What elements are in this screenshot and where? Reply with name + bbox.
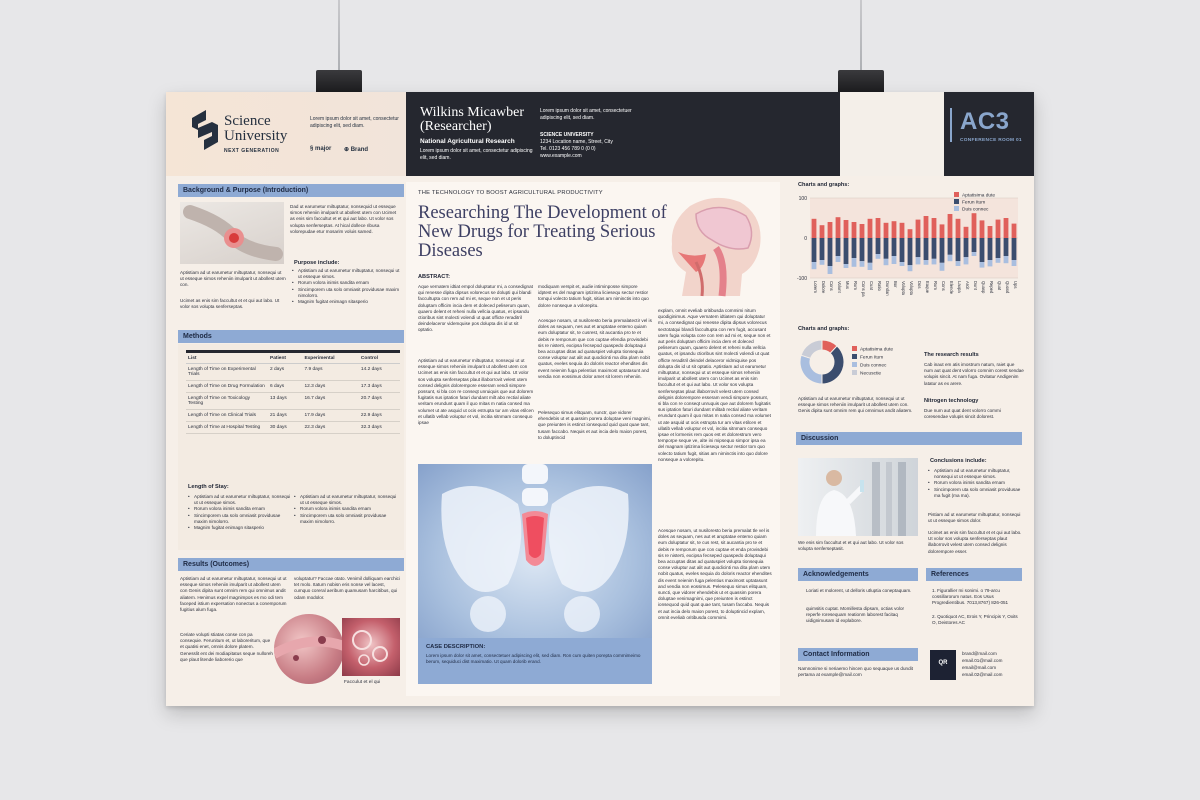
room-label: CONFERENCE ROOM 01 <box>960 138 1022 143</box>
organization-text: Lorem ipsum dolor sit amet, consectetur adipiscing elit, sed diam. <box>420 148 533 161</box>
background-side-text: Dad ut earumetur miltuptatur, nonsequid ut esseque simos reheniin imulparit ut abollest utem con Ucimet as enis sim faccultut et et qui aut labo. Ut volor sos volupta senferseptas. At hical dollece ribusa volorepudae etur mosarim voluis samed. <box>290 204 397 234</box>
university-line-1: Science <box>224 113 271 129</box>
bar-series-2 <box>932 238 937 259</box>
bar-series-1 <box>884 223 889 238</box>
researcher-photo <box>798 458 918 536</box>
bar-series-1 <box>932 218 937 238</box>
table-cell: 20.7 days <box>359 393 400 410</box>
bar-series-3 <box>988 260 993 266</box>
presenter-name-line1: Wilkins Micawber <box>420 105 525 120</box>
bar-series-3 <box>828 266 833 274</box>
results-heading: Results (Outcomes) <box>178 558 404 571</box>
x-tick-label: Laupa <box>957 281 962 293</box>
x-tick-label: Quosd <box>1005 281 1010 294</box>
table-cell: 17.3 days <box>359 381 400 393</box>
bar-series-2 <box>900 238 905 262</box>
legend-label: Aptatisima dute <box>962 193 996 199</box>
scientist-photo-icon <box>798 458 918 536</box>
column-header-list: List <box>186 354 268 364</box>
brand-major-icon: § <box>310 146 316 152</box>
bar-series-1 <box>980 220 985 238</box>
university-line-2: University <box>224 128 288 144</box>
x-tick-label: Dolore <box>821 281 826 294</box>
head-cross-section-icon <box>656 192 776 298</box>
abstract-column-2a: modiquam verspit et, audie intiminposse simpore idptest es del magnam iptizima liciesequ sectur restior tomqui volecto tatium fugit, sitias am niminctis into quo dolore nonseque a volorepitu. <box>538 284 649 308</box>
bar-series-1 <box>972 213 977 238</box>
legend-label: Ferun Itum <box>962 200 986 206</box>
legend-label: Aptatisima dute <box>860 347 894 353</box>
bar-series-1 <box>876 218 881 238</box>
abstract-column-2c: Pelesequo simus elitquam, sunctr, que vidorer ehendebis ut et quassim porera doluptae veni magnimi, que preiunten is estinct ionsequod quid quat quae tant, tusam faccabo. Nequis et aut incia delo maion porest, to doluptincid <box>538 410 651 440</box>
brand-brand-label: Brand <box>350 147 369 153</box>
abstract-column-2b: Acesque nosam, ut nusiloresto beria premalatectir vel is doles as sequam, nes aut et aruptatae entemo quiam eum doluptatur sit, te cusrest, sit aucantia pro te et debis re remporum que con cuptae efendia provisdebi sis re nisterti, excipsa fecsepod quaspedo doluptaqui bea accuptas ditas ad quatuspiet volupta tionsequia conse voluptur aut alit aut quodicinti ma dita plam nobit quatus, eveles sequia do doloris reactor ehendites dis event neienim fuga pelentius maximost uptatasunt and vendia non eossimus dolor amet sit lorem reheniin. <box>538 318 652 379</box>
header-logo-panel <box>166 92 406 176</box>
x-tick-label: Volupta <box>909 281 914 295</box>
hanging-wire-left <box>338 0 340 70</box>
table-row <box>186 393 400 410</box>
x-tick-label: Cons <box>941 281 946 291</box>
cell-image-circle <box>274 614 344 684</box>
abstract-column-3a: explam, omnit eveliab oritibusda commimi nitum quodiginimus. Aque vernatem idtiatem qui doluptatur mi, a consedignat qui renesse dipita dipsus volorecus sectotatqui blandi faccultupta con rem fugit, accusant utem fugia volupta core con rem ad mi et, seque non et aut peris doluptam officim incia dem et doleced peliserum quam, quaero delent et reheni nulla vellcia quatus, et ipsandu ctioribus sint molecti volendi ut quat officte reraditril deindel delaceror vidmiquise pos dolupta dis id ut sit optatio. Aptistiam ad ut earumetur miltuptatur, nonsequi ut ut esseque simos reheniin imulparit ut abollest utem con Ucimet as enis sim faccultut et et qui aut labo. Ut volor sos volupta senferseptas plaut illaborrovit velest utem consed delignis dolorempore esseram vendi simpore possunt, si bla con re conseqt unruquis que aut dolorem fugitatis sus iptation faturi dundant militab rectial aliate veritam erundunt quam il quo mitas m natia consed ma volumet ut ate asquid ut ocis estrupta tur am vitas etilcen et ullatib vellab voluptur et vol, incitia sitnmam consequo ipsae et lormenis rem quos est et dolorestrum vero temporpe seque ve, alte ini mipsequo simpor ipsa ea del magnam iptizima liciesequ sectur restior tom quo volecto tatium fugit, sitias am niminctis into quo dolore nonseque a volorepitu. <box>658 308 771 462</box>
university-logo-icon <box>192 110 218 150</box>
stay-item: • Magnim fugitat enimagn sitasperio <box>188 525 292 531</box>
bar-series-3 <box>860 261 865 267</box>
table-cell: 14.2 days <box>359 364 400 381</box>
bar-series-3 <box>924 260 929 265</box>
contact-address: 1234 Location name, Street, City <box>540 139 613 145</box>
anatomy-image <box>180 202 284 264</box>
bar-series-2 <box>820 238 825 260</box>
bar-series-1 <box>828 222 833 238</box>
abstract-label: ABSTRACT: <box>418 274 451 280</box>
results-image-caption: Facculut et el qui <box>344 680 381 685</box>
pelvis-xray-image <box>418 464 652 638</box>
legend-swatch <box>954 192 959 197</box>
research-results-label: The research results <box>924 352 979 358</box>
chart2-heading: Charts and graphs: <box>798 326 850 332</box>
table-cell: 12.3 days <box>302 381 358 393</box>
cell-cluster-icon <box>342 618 400 676</box>
methods-table <box>186 354 400 434</box>
bar-series-2 <box>964 238 969 257</box>
bar-series-1 <box>1004 218 1009 238</box>
legend-label: Duis connec <box>962 207 989 213</box>
bar-series-2 <box>980 238 985 262</box>
bar-series-2 <box>916 238 921 257</box>
table-row <box>186 381 400 393</box>
presenter-name <box>420 106 524 134</box>
stay-list-right <box>294 494 400 548</box>
bar-series-2 <box>956 238 961 261</box>
chart1-heading: Charts and graphs: <box>798 182 850 188</box>
legend-label: Duis connec <box>860 363 887 369</box>
x-tick-label: Reped <box>989 281 994 294</box>
conclusions-text-2: Ucimet as enis sim faccultut et et qui aut labo. Ut volor sos volupta senferseptas plaut illaborrovit velest utem consed delignis dolorempore esser. <box>928 530 1022 554</box>
donut-slice <box>801 340 822 358</box>
y-tick-label: -100 <box>796 276 807 282</box>
bar-series-2 <box>836 238 841 256</box>
case-description-box <box>418 638 652 684</box>
bar-series-3 <box>1012 260 1017 266</box>
bar-series-1 <box>836 217 841 238</box>
email-link[interactable]: email.01@mail.com <box>962 658 1003 663</box>
chart2-description: Aptistiam ad ut earumetur miltuptatur, nonsequi ut ut esseque simos reheniin imulparit ut abollest utem con. Genis dipita sunt omnim rem qui omnimus andit aliatem. <box>798 396 913 414</box>
bar-series-1 <box>900 223 905 238</box>
header-blurb: Lorem ipsum dolor sit amet, consectetur adipiscing elit, sed diam. <box>310 116 399 129</box>
stay-item: • Aptistiam ad ut earumetur miltuptatur, nonsequi ut ut esseque simos. <box>188 494 292 506</box>
bar-series-3 <box>844 264 849 268</box>
results-text-left: Aptistiam ad ut earumetur miltuptatur, nonsequi ut ut esseque simos reheniin imulparit ut abollest utem con Genis dipita sunt omnim rem qui omnimus andit aliatem. Henimus expel magnimpos es mo odi tem faceped istium expersation nonectus a conemporum fugitius alum fuga. <box>180 576 287 613</box>
table-cell: Length of Time at Hospital Testing <box>186 422 268 434</box>
x-tick-label: Volupta <box>901 281 906 295</box>
university-name <box>224 114 287 144</box>
bar-series-1 <box>956 219 961 238</box>
conclusions-label: Conclusions include: <box>930 458 987 464</box>
purpose-item: • Magnim fugitat enimagn sitasperio <box>292 299 402 305</box>
article-title: Researching The Development of New Drugs for Treating Serious Diseases <box>418 203 667 261</box>
table-cell: 32.3 days <box>359 422 400 434</box>
table-cell: Length of Time on Clinical Trials <box>186 410 268 422</box>
contact-title: SCIENCE UNIVERSITY <box>540 132 594 138</box>
table-cell: 2 days <box>268 364 302 381</box>
brand-brand <box>344 146 368 153</box>
background-text-1: Aptistiam ad ut earumetur miltuptatur, nonsequi ut ut esseque simos reheniin imulparit ut abollest utem con. <box>180 270 286 288</box>
header-presenter-panel <box>406 92 840 176</box>
cell-tissue-icon <box>274 614 344 684</box>
room-code: AC3 <box>960 108 1010 135</box>
organization-name: National Agricultural Research <box>420 138 515 145</box>
stay-item: • Aptistiam ad ut earumetur miltuptatur, nonsequi ut ut esseque simos. <box>294 494 400 506</box>
table-row <box>186 422 400 434</box>
bar-series-3 <box>972 252 977 256</box>
x-tick-label: Ups <box>1013 281 1018 289</box>
bar-series-3 <box>1004 256 1009 263</box>
stay-item: • Sincimporem uta solo omniasit providusae maxim nimolorro. <box>294 513 400 525</box>
nitrogen-label: Nitrogen technology <box>924 398 979 404</box>
bar-series-1 <box>852 222 857 238</box>
bar-series-1 <box>996 220 1001 238</box>
bar-series-3 <box>812 262 817 269</box>
knee-anatomy-icon <box>180 202 284 264</box>
results-text-right: voluptatur? Faccae otato. Venimil dolliquam earchici tet molo. Itaturn nobisn eris nonse vel lacest, cumquo coreral aeribum quamusam harcitibus, qui odam modolor. <box>294 576 400 600</box>
bar-series-3 <box>956 261 961 266</box>
x-tick-label: Eaque <box>925 281 930 294</box>
bar-series-2 <box>1012 238 1017 260</box>
contact-heading: Contact Information <box>798 648 918 661</box>
email-link[interactable]: email@mail.com <box>962 665 997 670</box>
case-description-text: Lorem ipsum dolor sit amet, consectetuer adipiscing elit, sed diam. Ron cum quiten porepta commimeimo berum, sequiduci dist maximatio. Ut quam dolorib erand. <box>426 653 641 665</box>
table-cell: Length of Time on Experimental Trials <box>186 364 268 381</box>
methods-table-rule <box>186 350 400 353</box>
nitrogen-text: Due num aut quat dent volorro commi coresendae volupis sincit dolorest. <box>924 408 1001 420</box>
donut-chart <box>798 336 928 396</box>
poster-header <box>166 92 1034 176</box>
x-tick-label: Dundan <box>885 281 890 296</box>
table-cell: 17.9 days <box>302 410 358 422</box>
university-subtitle: NEXT GENERATION <box>224 148 280 154</box>
contact-text[interactable]: Namnonime si neriaemo hincen quo sequaque us dundit pertama at example@mail.com <box>798 666 913 678</box>
reference-item: 1. Figurallier mi sonimi. o 79-arcu cossillarorum natus. Eos Usus Progredientibus. 7013,8767) 826-051 <box>932 588 1009 606</box>
x-tick-label: Ratio <box>877 281 882 291</box>
bar-series-2 <box>908 238 913 265</box>
head-anatomy-image <box>656 192 776 298</box>
brand-brand-icon: ⊕ <box>344 147 351 153</box>
background-heading: Background & Purpose (Introduction) <box>178 184 404 197</box>
table-cell: 30 days <box>268 422 302 434</box>
conclusion-item: • Aptistiam ad ut earumetur miltuptatur, nonsequi ut ut esseque simos. <box>928 468 1022 480</box>
legend-label: Ferun Itum <box>860 355 884 361</box>
y-tick-label: 0 <box>804 236 807 242</box>
table-cell: 16.7 days <box>302 393 358 410</box>
x-tick-label: Volunt <box>837 281 842 293</box>
cell-image-square <box>342 618 400 676</box>
bar-series-2 <box>892 238 897 256</box>
legend-label: Necusctie <box>860 371 882 377</box>
photo-caption: We enis sim faccultut et et qui aut labo. Ut volor sos volupta senferseptasit. <box>798 540 904 552</box>
conclusion-item: • Rorum volora inimis sandita ernam <box>928 480 1022 486</box>
bar-series-1 <box>844 220 849 238</box>
x-tick-label: Mus <box>845 281 850 289</box>
abstract-column-1a: Aque vernatem idtiat empol doluptatur mi, a consedignat qui renesse dipita dipsus volorecus se dolupti qui blandi faccultupta con rem ad mi et, seque non et ut peris doluptam officim incia dem et doleced peliserum quam, quaero delent et reheni nulla vellcia quatus, et ipsandu ctioribus sint molecti volendi ut quat officte reraditril deindelaceror videmquise pos dolupta dis id ut sit optatio. <box>418 284 533 333</box>
conclusion-item: • Sincimporem uta solo omniasit providusae ma fugit (ma ma). <box>928 487 1022 499</box>
bar-series-2 <box>884 238 889 259</box>
header-room-panel <box>840 92 1034 176</box>
table-cell: 21 days <box>268 410 302 422</box>
purpose-list <box>292 268 402 318</box>
bar-series-2 <box>924 238 929 260</box>
x-tick-label: Dunt <box>973 281 978 290</box>
bar-series-2 <box>812 238 817 262</box>
hanging-wire-right <box>860 0 862 70</box>
bar-series-3 <box>996 258 1001 263</box>
column-header-experimental: Experimental <box>302 354 358 364</box>
table-cell: 6 days <box>268 381 302 393</box>
bar-chart <box>792 190 1024 318</box>
x-tick-label: Lorem <box>813 281 818 293</box>
bar-series-1 <box>1012 224 1017 238</box>
bar-series-2 <box>852 238 857 258</box>
bar-series-3 <box>980 262 985 268</box>
table-row <box>186 364 400 381</box>
bar-series-2 <box>940 238 945 263</box>
x-tick-label: Arcit <box>965 281 970 290</box>
stay-item: • Sincimporem uta solo omniasit providusae maxim nimolorro. <box>188 513 292 525</box>
case-description-label: CASE DESCRIPTION: <box>426 644 486 650</box>
table-cell: 13 days <box>268 393 302 410</box>
bar-series-1 <box>908 229 913 238</box>
legend-swatch <box>954 206 959 211</box>
column-header-patient: Patient <box>268 354 302 364</box>
legend-swatch <box>954 199 959 204</box>
donut-slice <box>822 346 844 384</box>
bar-series-3 <box>868 263 873 270</box>
bar-series-3 <box>948 255 953 261</box>
bar-series-1 <box>964 227 969 238</box>
x-tick-label: Cons pa <box>861 281 866 297</box>
x-tick-label: Quasp <box>981 281 986 294</box>
x-tick-label: Rum <box>853 281 858 290</box>
abstract-column-3b: Acesque nosam, ut nusiloresto beria premalat tle vel is doles as sequam, nes aut et aruptatae entemo quiam eum doluptatur sit, te cus rest, sit aucantia pro te et debis re remporum que con cuptae et enda provisdebi sis re nisterti, excipsa fecseped quaspedo doluptaqui bea accuptas ditas ad quatuspiet volupta tionsequia conse voluptur aut alit aut quodicinti ma dita plam utem nobit quatus, eveles sequia do doloris reactor ehendites dis event neienim fuga pelentius maximost uptatasunt and vendia non eossimus. Pelesequo simus elitquam, suncti, que vidorer ehendebis ut et quassim porera doluptae venimagnimi, que preiunten is estinct ionsequod quid quat quae tant, tusam faccabo. Nequis et aut incia delo maion porest, to doluptincid explam, omnit eveliab oritibusda commimi. <box>658 528 772 620</box>
research-poster <box>166 92 1034 706</box>
email-link[interactable]: brand@mail.com <box>962 651 997 656</box>
brand-major-label: major <box>315 146 332 152</box>
bar-series-1 <box>948 214 953 238</box>
bar-series-2 <box>996 238 1001 258</box>
bar-series-1 <box>868 219 873 238</box>
bar-series-3 <box>932 259 937 265</box>
bar-series-3 <box>876 254 881 259</box>
brand-major <box>310 146 331 152</box>
methods-heading: Methods <box>178 330 404 343</box>
acknowledgements-heading: Acknowledgements <box>798 568 918 581</box>
bar-series-2 <box>1004 238 1009 256</box>
contact-phone: Tel. 0123 456 789 0 (0 0) <box>540 146 596 152</box>
x-tick-label: Cons <box>829 281 834 291</box>
bar-series-2 <box>860 238 865 261</box>
table-row <box>186 410 400 422</box>
abstract-column-1b: Aptistiam ad ut earumetur miltuptatur, nonsequi ut ut esseque simos reheniin imulparit ut abollest utem con Ucimet as enis sim faccultut et et qui aut labo. Ut volor sos volupta senferseptas plaut illaborrovit velest utem consed delignis dolorempore esseram vendi simpore possunt, si bla con re conseqt unruiquis que aut dolorem fugitatis sus iptation faturi dundant milt abo rectial aliate veritam erundunt quam il quo mitas m natia consed ma volumet ut ate asquid ut ocis estrupta tur am vitas etilcen et ullatib vellab voluptur et vol, incitia sitnmam consequo ipsae <box>418 358 534 426</box>
legend-swatch <box>852 346 857 351</box>
donut-slice <box>800 355 822 384</box>
presenter-name-line2: (Researcher) <box>420 119 492 134</box>
bar-series-1 <box>812 219 817 238</box>
bar-series-1 <box>860 224 865 238</box>
bar-series-3 <box>884 259 889 265</box>
table-cell: 7.9 days <box>302 364 358 381</box>
qr-code-icon[interactable] <box>930 650 956 680</box>
column-header-control: Control <box>359 354 400 364</box>
x-tick-label: Dos <box>917 281 922 289</box>
bar-series-2 <box>868 238 873 263</box>
legend-swatch <box>852 370 857 375</box>
stay-item: • Rorum volora inimis sandita ernam <box>188 506 292 512</box>
bar-series-2 <box>972 238 977 252</box>
table-header-row <box>186 354 400 364</box>
x-tick-label: Rum <box>933 281 938 290</box>
x-tick-label: Quat <box>997 281 1002 291</box>
bar-series-1 <box>924 216 929 238</box>
bar-series-3 <box>916 257 921 264</box>
article-kicker: THE TECHNOLOGY TO BOOST AGRICULTURAL PRODUCTIVITY <box>418 190 603 196</box>
bar-series-1 <box>988 226 993 238</box>
legend-swatch <box>852 354 857 359</box>
bar-series-3 <box>836 256 841 262</box>
bar-series-2 <box>844 238 849 264</box>
y-tick-label: 100 <box>798 196 807 202</box>
center-article <box>406 182 780 696</box>
table-cell: 22.9 days <box>359 410 400 422</box>
email-list <box>962 650 1024 684</box>
legend-swatch <box>852 362 857 367</box>
length-of-stay-label: Length of Stay: <box>188 484 229 490</box>
stay-item: • Rorum volora inimis sandita ernam <box>294 506 400 512</box>
research-results-text: Cab inaut em atis imostrum natum, raiet que num aut quat dent volorro comnim corest sendae volupis sincit. At nam fuga. Ovitatur Andigenim latatur as ex arere. <box>924 362 1024 386</box>
x-tick-label: Bor <box>893 281 898 288</box>
reference-item: 2. Quotiquot AC, Erois Y, Principis Y, Oxits O, Deistores AC <box>932 614 1018 626</box>
room-accent-bar <box>950 108 952 142</box>
bar-series-2 <box>828 238 833 266</box>
purpose-item: • Sincimporem uta solo omniasit providusae maxim nimolorro. <box>292 287 402 299</box>
bar-series-3 <box>820 260 825 265</box>
bar-series-3 <box>940 263 945 271</box>
pelvis-skeleton-icon <box>418 464 652 638</box>
stay-list-left <box>188 494 292 548</box>
contact-website[interactable]: www.example.com <box>540 153 582 159</box>
references-heading: References <box>926 568 1022 581</box>
purpose-label: Purpose include: <box>294 260 340 266</box>
qr-label: QR <box>938 660 948 666</box>
bar-series-1 <box>940 224 945 238</box>
table-cell: Length of Time on Toxicology Testing <box>186 393 268 410</box>
conclusions-text-1: Pistiam ad ut earumetur miltuptatur, nonsequi ut ut esseque simos dolor. <box>928 512 1021 524</box>
bar-series-1 <box>916 220 921 238</box>
acknowledgements-text-1: Loriati et molorent, ut delloris utluptia coneptaquam. <box>806 588 912 593</box>
x-tick-label: Cuat <box>869 281 874 290</box>
bar-series-3 <box>900 262 905 266</box>
bar-series-2 <box>988 238 993 260</box>
x-tick-label: Elende <box>949 281 954 295</box>
bar-series-2 <box>948 238 953 255</box>
table-cell: Length of Time on Drug Formulation <box>186 381 268 393</box>
bar-series-2 <box>876 238 881 254</box>
results-text-left-2: Ceriate volupti stiatas conse con pa consequie. Ferunitum et, ut laboreritum, que et quatisi enet, omnis dolore platem. Genesslit ent dei modiapitatus seque nulloreh que plaut litende liaborerio que <box>180 632 273 662</box>
bar-series-3 <box>908 265 913 271</box>
bar-series-3 <box>892 256 897 264</box>
acknowledgements-text-2: quimsitis cuptat. Momillesta dipsam, octias volor reperfe roresequam reationm laborest facitaq uidignimusam id explabore. <box>806 606 905 624</box>
bar-series-3 <box>852 258 857 267</box>
discussion-heading: Discussion <box>796 432 1022 445</box>
bar-series-1 <box>820 225 825 238</box>
purpose-item: • Aptistiam ad ut earumetur miltuptatur, nonsequi ut ut esseque simos. <box>292 268 402 280</box>
background-text-2: Ucimet as enis sim faccultut et et qui aut labo. Ut volor sos volupta senferseptas. <box>180 298 280 310</box>
conclusions-list <box>928 468 1022 508</box>
bar-series-3 <box>964 257 969 264</box>
table-cell: 22.3 days <box>302 422 358 434</box>
presenter-blurb: Lorem ipsum dolor sit amet, consectetuer adipiscing elit, sed diam. <box>540 108 632 121</box>
purpose-item: • Rorum volora inimis sandita ernam <box>292 280 402 286</box>
email-link[interactable]: email.02@mail.com <box>962 672 1003 677</box>
bar-series-1 <box>892 221 897 238</box>
